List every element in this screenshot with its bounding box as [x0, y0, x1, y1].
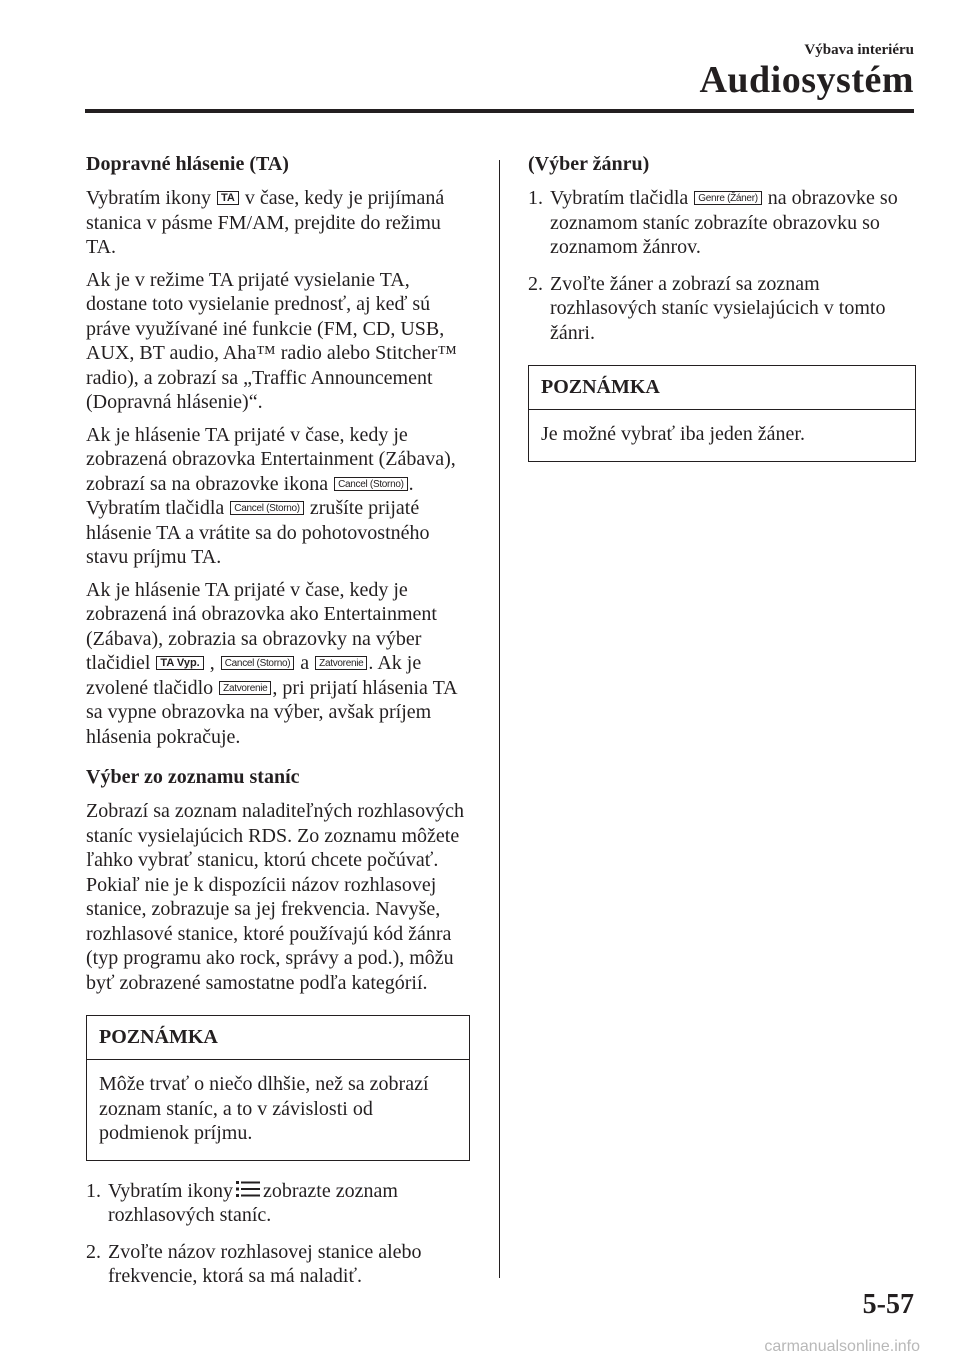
list-item: 2. Zvoľte názov rozhlasovej stanice alebo frekvencie, ktorá sa má naladiť. — [86, 1240, 422, 1287]
ta-paragraph-2: Ak je v režime TA prijaté vysielanie TA, dostane toto vysielanie prednosť, aj keď sú práve využívané iné funkcie (FM, CD, USB, AUX, BT audio, Aha™ radio alebo Stitcher™ radio), a zobrazí sa „Traffic Announcement (Dopravná hlásenie)“. — [86, 268, 457, 413]
note-title: POZNÁMKA — [529, 366, 915, 410]
cancel-storno-button-icon: Cancel (Storno) — [230, 501, 304, 515]
ta-icon: TA — [217, 191, 239, 205]
list-item: 2. Zvoľte žáner a zobrazí sa zoznam rozhlasových staníc vysielajúcich v tomto žánri. — [528, 272, 886, 344]
watermark: carmanualsonline.info — [764, 1338, 920, 1355]
list-icon — [236, 1180, 260, 1198]
close-button-icon: Zatvorenie — [219, 681, 271, 695]
genre-button-icon: Genre (Žáner) — [694, 191, 761, 205]
page-number: 5-57 — [862, 1289, 914, 1320]
station-list-paragraph: Zobrazí sa zoznam naladiteľných rozhlasových staníc vysielajúcich RDS. Zo zoznamu môžete ľahko vybrať stanicu, ktorú chcete počúvať. Pokiaľ nie je k dispozícii názov rozhlasovej stanice, zobrazuje sa jej frekvencia. Navyše, rozhlasové stanice, ktoré používajú kód žánra (typ programu ako rock, správy a pod.), môžu byť zobrazené samostatne podľa kategórií. — [86, 800, 464, 994]
ta-paragraph-1: Vybratím ikony TA v čase, kedy je prijímaná stanica v pásme FM/AM, prejdite do režimu TA. — [86, 187, 445, 258]
right-column — [528, 150, 916, 480]
left-column — [86, 150, 470, 1301]
column-divider — [499, 160, 500, 1278]
note-box — [86, 1015, 470, 1161]
note-title: POZNÁMKA — [87, 1016, 469, 1060]
station-list-heading: Výber zo zoznamu staníc — [86, 766, 300, 788]
header-rule — [85, 109, 914, 113]
header-section: Výbava interiéru — [804, 42, 914, 58]
ta-heading: Dopravné hlásenie (TA) — [86, 153, 289, 175]
genre-heading: (Výber žánru) — [528, 153, 650, 175]
genre-steps — [528, 186, 916, 345]
list-item: 1. Vybratím ikony zobrazte zoznam rozhlasových staníc. — [86, 1179, 398, 1226]
note-body: Je možné vybrať iba jeden žáner. — [541, 423, 805, 445]
note-box — [528, 365, 916, 462]
ta-off-button-icon: TA Vyp. — [156, 656, 203, 670]
note-body: Môže trvať o niečo dlhšie, než sa zobrazí zoznam staníc, a to v závislosti od podmienok príjmu. — [99, 1073, 429, 1144]
station-list-steps — [86, 1179, 470, 1289]
cancel-storno-button-icon: Cancel (Storno) — [334, 477, 408, 491]
ta-paragraph-3: Ak je hlásenie TA prijaté v čase, kedy je zobrazená obrazovka Entertainment (Zábava), zobrazí sa na obrazovke ikona Cancel (Storno) . Vybratím tlačidla Cancel (Storno) zrušíte prijaté hlásenie TA a vrátite sa do pohotovostného stavu príjmu TA. — [86, 423, 456, 568]
list-item: 1. Vybratím tlačidla Genre (Žáner) na obrazovke so zoznamom staníc zobrazíte obrazovku so zoznamom žánrov. — [528, 187, 898, 258]
close-button-icon: Zatvorenie — [315, 656, 367, 670]
page-title: Audiosystém — [699, 59, 914, 101]
cancel-storno-button-icon: Cancel (Storno) — [221, 656, 295, 670]
ta-paragraph-4: Ak je hlásenie TA prijaté v čase, kedy je zobrazená iná obrazovka ako Entertainment (Zábava), zobrazia sa obrazovky na výber tlačidiel TA Vyp. , Cancel (Storno) a Zatvorenie . Ak je zvolené tlačidlo Zatvorenie , pri prijatí hlásenia TA sa vypne obrazovka na výber, avšak príjem hlásenia pokračuje. — [86, 578, 457, 748]
